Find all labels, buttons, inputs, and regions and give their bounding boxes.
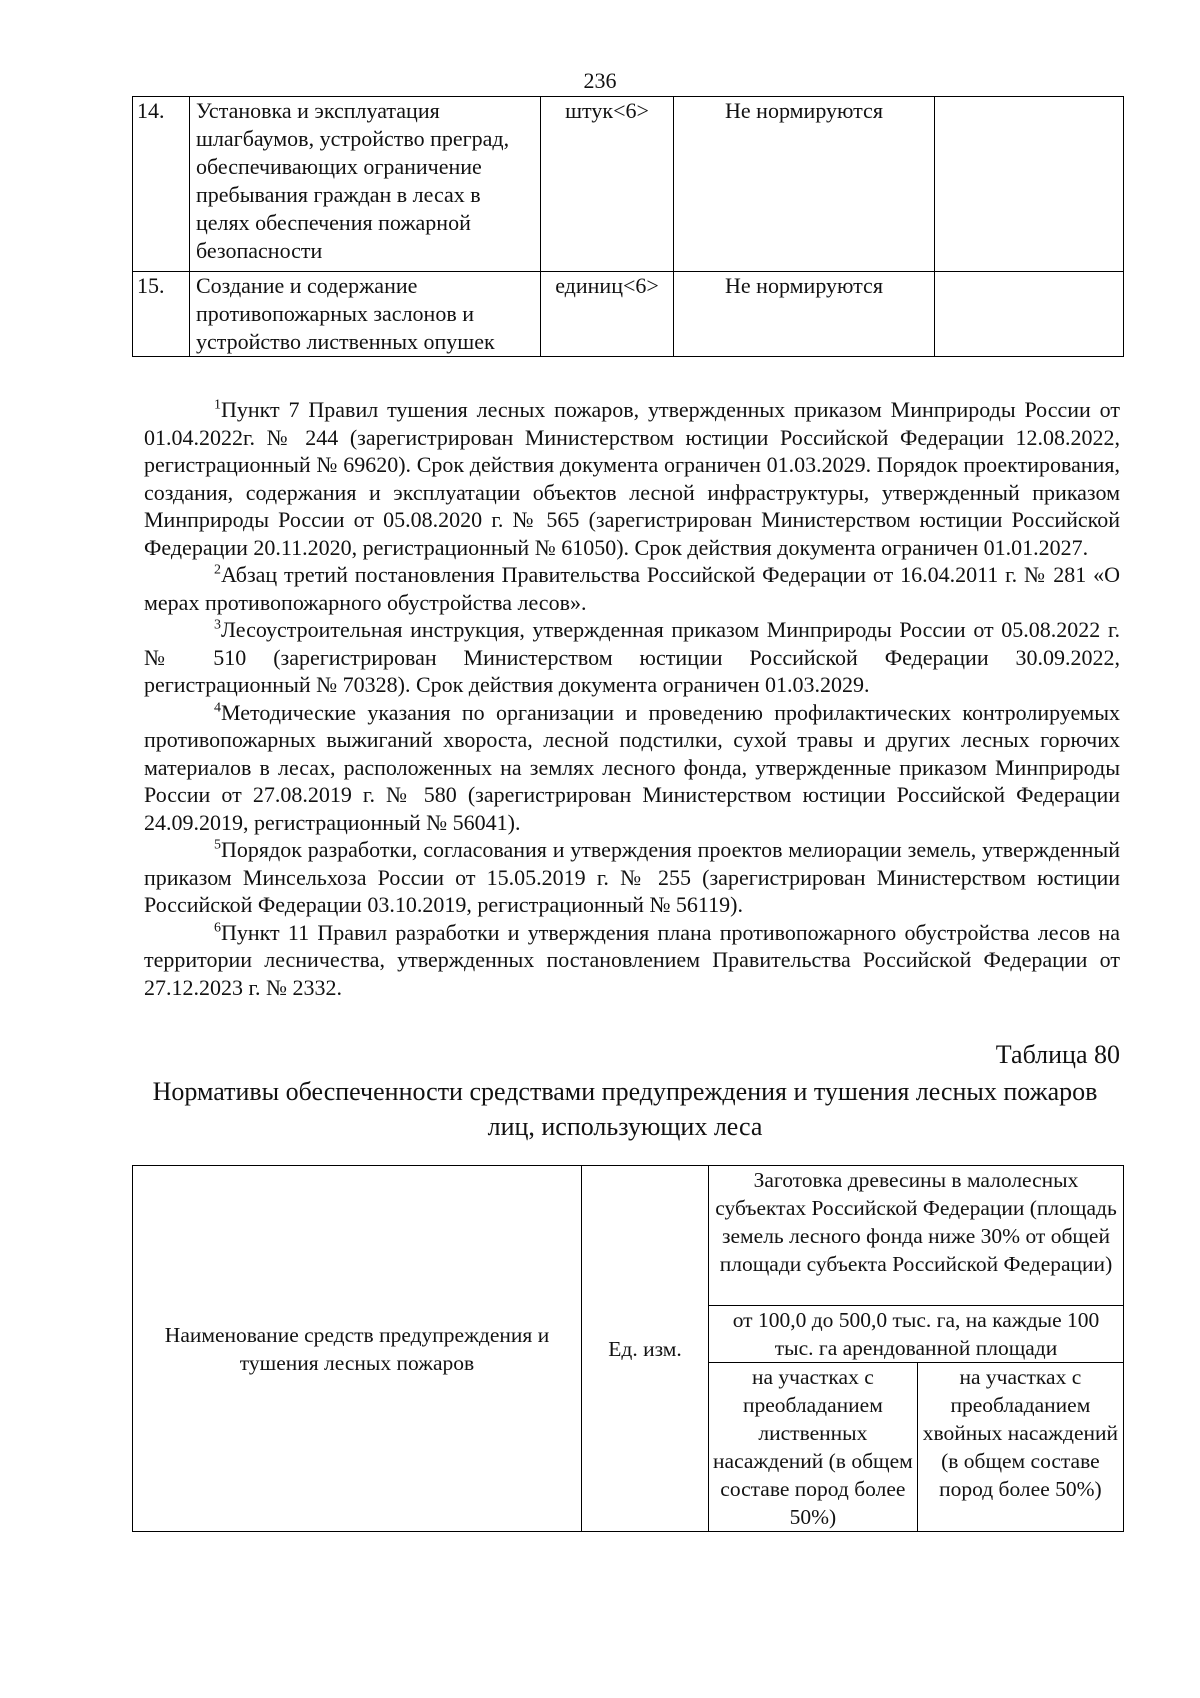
table-row [133,97,1124,272]
footnotes [144,396,1120,1001]
footnote-mark: 6 [214,920,221,936]
table-label: Таблица 80 [995,1040,1120,1069]
header-deciduous: на участках с преобладанием лиственных насаждений (в общем составе пород более 50%) [709,1363,918,1532]
row-unit: штук<6> [541,97,674,272]
footnote-4 [144,699,1120,837]
header-coniferous: на участках с преобладанием хвойных насаждений (в общем составе пород более 50%) [917,1363,1123,1532]
row-name: Создание и содержание противопожарных заслонов и устройство лиственных опушек [190,272,541,357]
footnote-text: Абзац третий постановления Правительства Российской Федерации от 16.04.2011 г. № 281 «О мерах противопожарного обустройства лесов». [144,562,1120,615]
header-subgroup: от 100,0 до 500,0 тыс. га, на каждые 100 тыс. га арендованной площади [709,1306,1124,1363]
row-extra [935,272,1124,357]
header-unit: Ед. изм. [582,1166,709,1532]
page-number: 236 [583,68,617,93]
row-number: 15. [133,272,190,357]
footnote-mark: 2 [214,562,221,578]
header-name: Наименование средств предупреждения и тушения лесных пожаров [133,1166,582,1532]
footnote-text: Методические указания по организации и проведению профилактических контролируемых противопожарных выжиганий хвороста, лесной подстилки, сухой травы и других лесных горючих материалов в лесах, расположенных на землях лесного фонда, утвержденные приказом Минприроды России от 27.08.2019 г. № 580 (зарегистрирован Министерством юстиции Российской Федерации 24.09.2019, регистрационный № 56041). [144,699,1120,835]
footnote-text: Пункт 11 Правил разработки и утверждения плана противопожарного обустройства лесов на территории лесничества, утвержденных постановлением Правительства Российской Федерации от 27.12.2023 г. № 2332. [144,919,1120,1000]
row-name: Установка и эксплуатация шлагбаумов, устройство преград, обеспечивающих ограничение пребывания граждан в лесах в целях обеспечения пожарной безопасности [190,97,541,272]
footnote-3 [144,616,1120,699]
footnote-mark: 4 [214,700,221,716]
table-header-row [133,1166,1124,1306]
norms-table [132,1165,1124,1532]
header-group: Заготовка древесины в малолесных субъектах Российской Федерации (площадь земель лесного фонда ниже 30% от общей площади субъекта Российской Федерации) [709,1166,1124,1306]
footnote-5 [144,836,1120,919]
row-norm: Не нормируются [674,272,935,357]
footnote-mark: 3 [214,617,221,633]
row-norm: Не нормируются [674,97,935,272]
footnote-text: Порядок разработки, согласования и утверждения проектов мелиорации земель, утвержденный приказом Минсельхоза России от 15.05.2019 г. № 255 (зарегистрирован Министерством юстиции Российской Федерации 03.10.2019, регистрационный № 56119). [144,837,1120,917]
footnote-6 [144,919,1120,1002]
footnote-text: Лесоустроительная инструкция, утвержденная приказом Минприроды России от 05.08.2022 г. № 510 (зарегистрирован Министерством юстиции Российской Федерации 30.09.2022, регистрационный № 70328). Срок действия документа ограничен 01.03.2029. [144,617,1120,697]
row-number: 14. [133,97,190,272]
measures-table-continuation [132,96,1124,357]
row-unit: единиц<6> [541,272,674,357]
footnote-mark: 1 [214,397,221,413]
footnote-text: Пункт 7 Правил тушения лесных пожаров, утвержденных приказом Минприроды России от 01.04.2022г. № 244 (зарегистрирован Министерством юстиции Российской Федерации 12.08.2022, регистрационный № 69620). Срок действия документа ограничен 01.03.2029. Порядок проектирования, создания, содержания и эксплуатации объектов лесной инфраструктуры, утвержденный приказом Минприроды России от 05.08.2020 г. № 565 (зарегистрирован Министерством юстиции Российской Федерации 20.11.2020, регистрационный № 61050). Срок действия документа ограничен 01.01.2027. [144,397,1120,560]
table-row [133,272,1124,357]
row-extra [935,97,1124,272]
footnote-mark: 5 [214,837,221,853]
table-title: Нормативы обеспеченности средствами предупреждения и тушения лесных пожаров лиц, использующих леса [152,1077,1098,1141]
footnote-1 [144,396,1120,561]
footnote-2 [144,561,1120,616]
